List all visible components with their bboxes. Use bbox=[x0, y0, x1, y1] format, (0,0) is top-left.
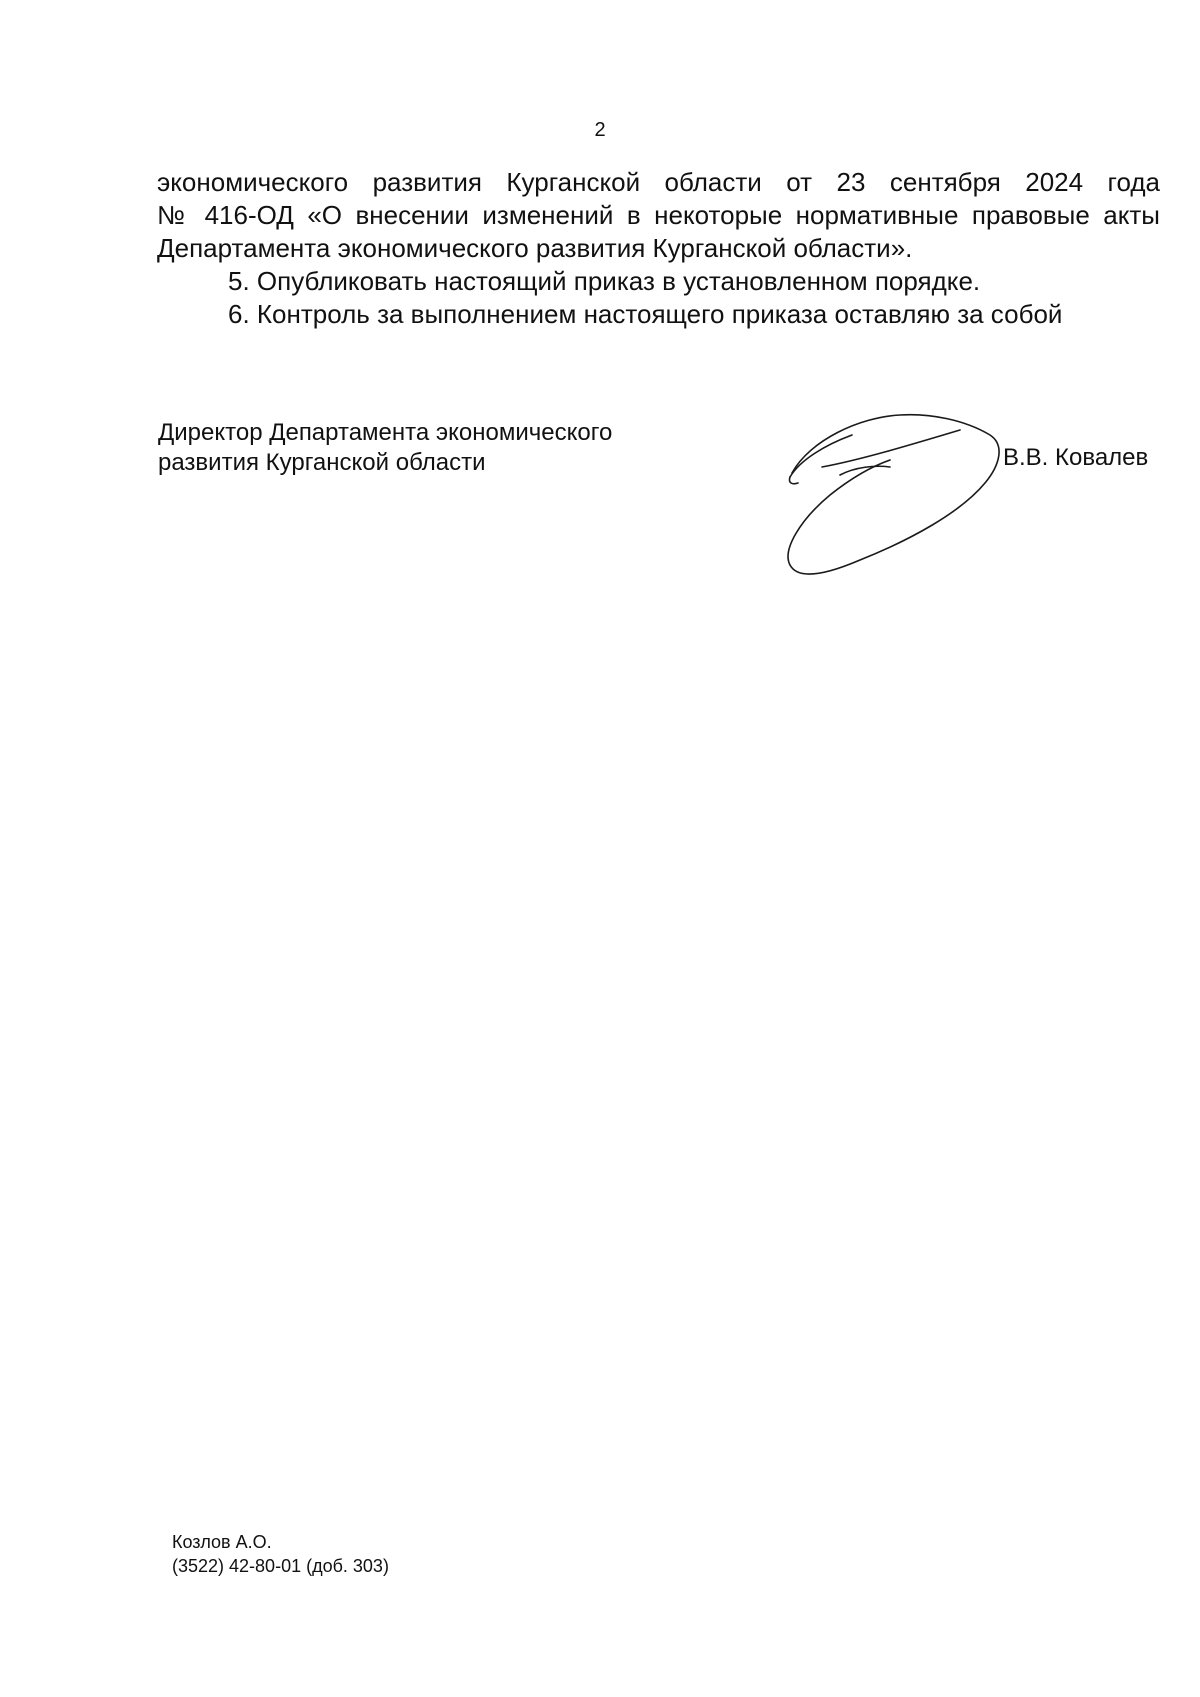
body-line-2: № 416-ОД «О внесении изменений в некоторые нормативные правовые акты bbox=[157, 200, 1160, 230]
position-line-2: развития Курганской области bbox=[158, 449, 486, 476]
item-6-control: 6. Контроль за выполнением настоящего приказа оставляю за собой bbox=[228, 299, 1063, 329]
signatory-position bbox=[158, 418, 612, 478]
body-line-1: экономического развития Курганской области от 23 сентября 2024 года bbox=[157, 167, 1160, 197]
executor-info bbox=[172, 1530, 389, 1578]
page-number: 2 bbox=[594, 119, 606, 141]
document-body bbox=[157, 166, 1160, 331]
executor-name: Козлов А.О. bbox=[172, 1532, 272, 1552]
signatory-name: В.В. Ковалев bbox=[1003, 444, 1149, 471]
executor-phone: (3522) 42-80-01 (доб. 303) bbox=[172, 1556, 389, 1576]
item-5-publish: 5. Опубликовать настоящий приказ в установленном порядке. bbox=[228, 266, 981, 296]
handwritten-signature bbox=[780, 405, 1010, 580]
position-line-1: Директор Департамента экономического bbox=[158, 419, 613, 446]
body-line-3: Департамента экономического развития Курганской области». bbox=[157, 233, 913, 263]
